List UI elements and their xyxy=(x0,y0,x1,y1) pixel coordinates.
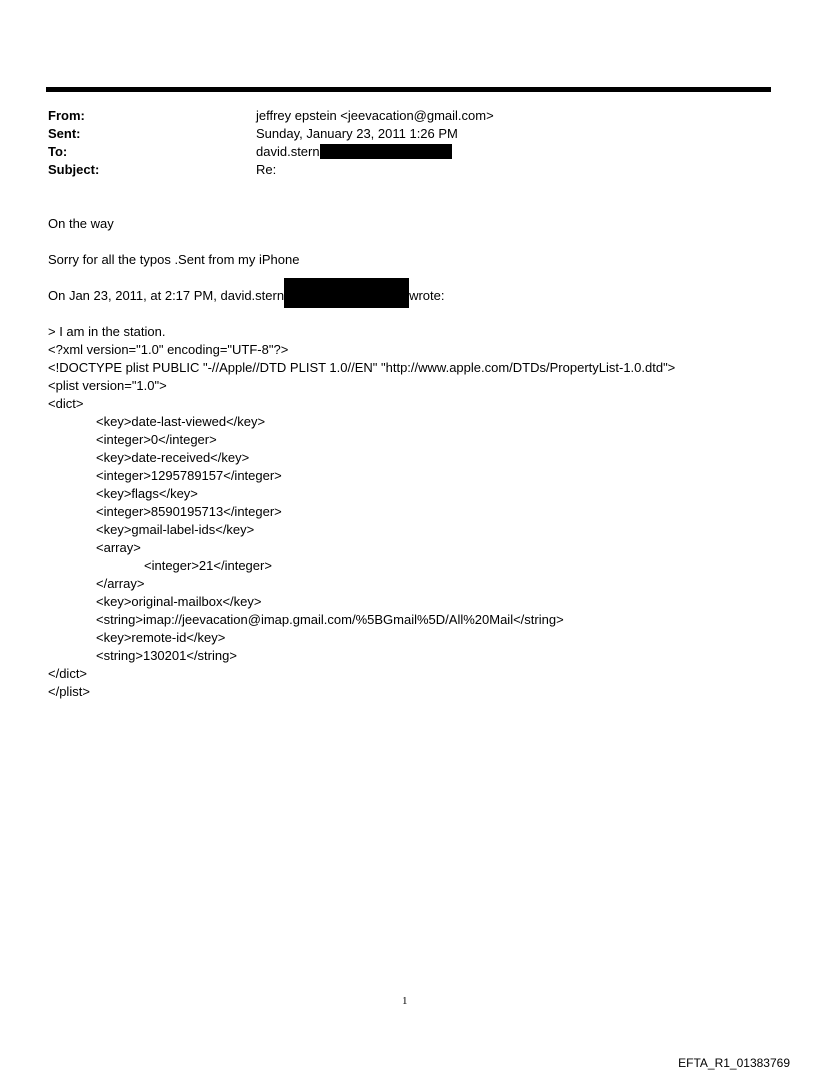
plist-line: <key>date-last-viewed</key> xyxy=(96,414,266,429)
plist-line: <key>date-received</key> xyxy=(96,450,250,465)
quote-intro-end: wrote: xyxy=(409,288,445,303)
header-rule xyxy=(46,87,771,92)
plist-line: <key>original-mailbox</key> xyxy=(96,594,262,609)
quote-intro-start: On Jan 23, 2011, at 2:17 PM, david.stern xyxy=(48,288,285,303)
plist-block xyxy=(48,341,675,701)
plist-line: <?xml version="1.0" encoding="UTF-8"?> xyxy=(48,342,289,357)
plist-line: <key>flags</key> xyxy=(96,486,198,501)
plist-line: <integer>21</integer> xyxy=(144,558,272,573)
to-label: To: xyxy=(48,144,68,159)
bates-number: EFTA_R1_01383769 xyxy=(678,1056,790,1070)
redaction-box xyxy=(320,144,452,159)
plist-line: <!DOCTYPE plist PUBLIC "-//Apple//DTD PLIST 1.0//EN" "http://www.apple.com/DTDs/PropertyList-1.0.dtd"> xyxy=(48,360,676,375)
plist-line: <integer>1295789157</integer> xyxy=(96,468,282,483)
from-label: From: xyxy=(48,108,85,123)
redaction-box xyxy=(284,278,409,308)
to-value-wrap xyxy=(256,143,452,161)
plist-line: <plist version="1.0"> xyxy=(48,378,167,393)
body-line-2: Sorry for all the typos .Sent from my iPhone xyxy=(48,252,300,267)
plist-line: <dict> xyxy=(48,396,84,411)
plist-line: <integer>0</integer> xyxy=(96,432,217,447)
quoted-line: > I am in the station. xyxy=(48,324,166,339)
subject-value: Re: xyxy=(256,162,277,177)
plist-line: <array> xyxy=(96,540,141,555)
sent-value: Sunday, January 23, 2011 1:26 PM xyxy=(256,126,458,141)
plist-line: <string>imap://jeevacation@imap.gmail.com/%5BGmail%5D/All%20Mail</string> xyxy=(96,612,564,627)
plist-line: <key>remote-id</key> xyxy=(96,630,226,645)
subject-label: Subject: xyxy=(48,162,100,177)
plist-line: </dict> xyxy=(48,666,88,681)
body-line-1: On the way xyxy=(48,216,114,231)
quote-intro xyxy=(48,287,444,308)
page-number: 1 xyxy=(402,995,408,1007)
from-value: jeffrey epstein <jeevacation@gmail.com> xyxy=(256,108,494,123)
sent-label: Sent: xyxy=(48,126,81,141)
plist-line: </plist> xyxy=(48,684,90,699)
plist-line: <key>gmail-label-ids</key> xyxy=(96,522,255,537)
to-value: david.stern xyxy=(256,144,320,159)
plist-line: <integer>8590195713</integer> xyxy=(96,504,282,519)
plist-line: <string>130201</string> xyxy=(96,648,237,663)
plist-line: </array> xyxy=(96,576,145,591)
